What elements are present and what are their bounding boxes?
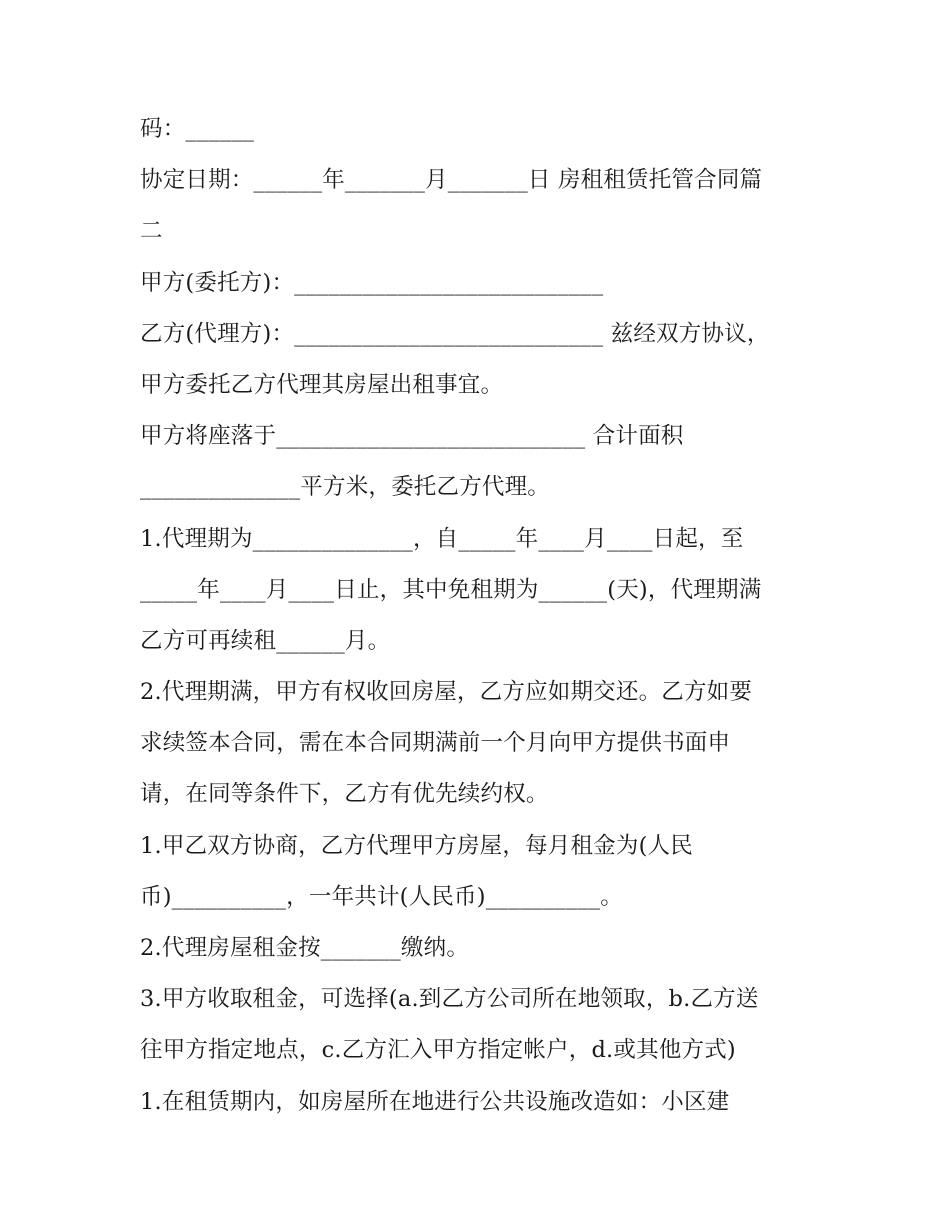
text-line-5: 乙方(代理方)：___________________________ 兹经双方协议， — [140, 320, 770, 347]
text-line-7: 甲方将座落于___________________________ 合计面积 — [140, 423, 684, 450]
contract-text — [140, 104, 820, 1128]
text-line-19: 往甲方指定地点，c.乙方汇入甲方指定帐户，d.或其他方式) — [140, 1037, 736, 1064]
text-line-4: 甲方(委托方)：___________________________ — [140, 269, 604, 296]
text-line-16: 币)__________，一年共计(人民币)__________。 — [140, 883, 623, 910]
text-line-2: 协定日期：______年_______月_______日 房租租赁托管合同篇 — [140, 167, 763, 194]
text-line-20: 1.在租赁期内，如房屋所在地进行公共设施改造如：小区建 — [140, 1088, 730, 1115]
text-line-17: 2.代理房屋租金按_______缴纳。 — [140, 935, 470, 961]
text-line-13: 求续签本合同，需在本合同期满前一个月向甲方提供书面申 — [140, 730, 731, 757]
text-line-14: 请，在同等条件下，乙方有优先续约权。 — [140, 781, 549, 808]
text-line-18: 3.甲方收取租金，可选择(a.到乙方公司所在地领取，b.乙方送 — [140, 986, 759, 1013]
text-line-3: 二 — [140, 218, 163, 245]
text-line-9: 1.代理期为______________，自_____年____月____日起，至 — [140, 525, 744, 552]
text-line-11: 乙方可再续租______月。 — [140, 627, 391, 654]
text-line-12: 2.代理期满，甲方有权收回房屋，乙方应如期交还。乙方如要 — [140, 679, 753, 706]
text-line-15: 1.甲乙双方协商，乙方代理甲方房屋，每月租金为(人民 — [140, 832, 693, 859]
text-line-6: 甲方委托乙方代理其房屋出租事宜。 — [140, 371, 504, 398]
text-line-10: _____年____月____日止，其中免租期为______(天)，代理期满 — [140, 576, 762, 603]
text-line-1: 码：______ — [140, 116, 255, 142]
text-line-8: ______________平方米，委托乙方代理。 — [140, 474, 551, 501]
